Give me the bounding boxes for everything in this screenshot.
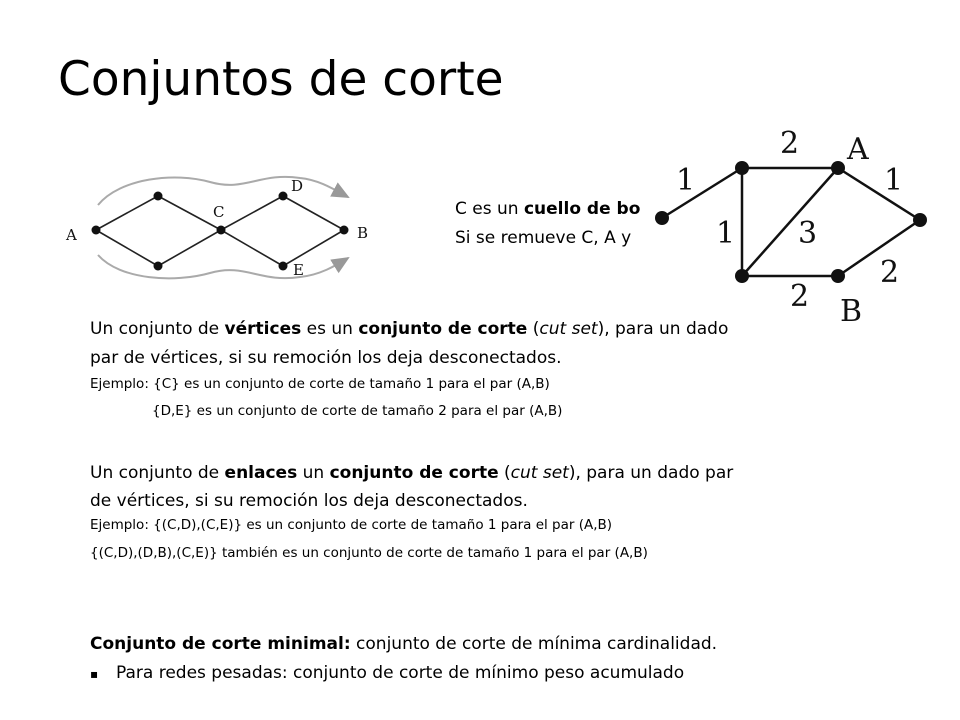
node-b <box>340 226 349 235</box>
node-top <box>154 192 163 201</box>
node-e <box>279 262 288 271</box>
node-right <box>913 213 927 227</box>
edge-top-c <box>158 196 221 230</box>
weight-left: 1 <box>676 163 696 198</box>
slide-title: Conjuntos de corte <box>58 52 504 107</box>
edge-definition-line-1: Un conjunto de enlaces un conjunto de corte (cut set), para un dado par <box>90 463 734 483</box>
vertex-example-2: {D,E} es un conjunto de corte de tamaño 2 para el par (A,B) <box>152 403 563 419</box>
weight-top: 2 <box>780 126 800 161</box>
flow-arrow-bottom <box>98 255 348 278</box>
edge-example-1: Ejemplo: {(C,D),(C,E)} es un conjunto de corte de tamaño 1 para el par (A,B) <box>90 517 613 533</box>
weight-right-bottom: 2 <box>880 255 900 290</box>
edge-c-e <box>221 230 283 266</box>
node-left <box>655 211 669 225</box>
node-a <box>831 161 845 175</box>
weight-bottom: 2 <box>790 279 810 314</box>
bottleneck-line-2: Si se remueve C, A y <box>455 228 632 248</box>
weight-diagonal: 3 <box>798 216 818 251</box>
node-bottom-left <box>735 269 749 283</box>
flow-arrow-top <box>98 177 348 205</box>
vertex-definition-line-2: par de vértices, si su remoción los deja desconectados. <box>90 348 562 368</box>
label-a: A <box>66 226 77 244</box>
vertex-definition-line-1: Un conjunto de vértices es un conjunto de corte (cut set), para un dado <box>90 319 729 339</box>
weight-middle-vertical: 1 <box>716 216 736 251</box>
bottleneck-line-1: C es un cuello de bo <box>455 199 641 219</box>
label-b: B <box>840 294 863 329</box>
edge-d-b <box>283 196 344 230</box>
minimal-bullet-item: ▪ Para redes pesadas: conjunto de corte de mínimo peso acumulado <box>90 660 684 687</box>
node-a <box>92 226 101 235</box>
edge-bottom-c <box>158 230 221 266</box>
label-e: E <box>293 261 304 279</box>
label-d: D <box>291 177 304 195</box>
edge-a-top <box>96 196 158 230</box>
node-c <box>217 226 226 235</box>
node-bottom <box>154 262 163 271</box>
edge-c-d <box>221 196 283 230</box>
right-graph <box>640 120 940 330</box>
node-b <box>831 269 845 283</box>
edge-definition-line-2: de vértices, si su remoción los deja desconectados. <box>90 491 528 511</box>
edge-example-2: {(C,D),(D,B),(C,E)} también es un conjunto de corte de tamaño 1 para el par (A,B) <box>90 545 648 561</box>
label-a: A <box>847 132 869 167</box>
node-top-left <box>735 161 749 175</box>
left-graph <box>60 168 380 288</box>
weight-right-top: 1 <box>884 163 904 198</box>
label-b: B <box>357 224 369 242</box>
vertex-example-1: Ejemplo: {C} es un conjunto de corte de tamaño 1 para el par (A,B) <box>90 376 550 392</box>
bullet-square-icon: ▪ <box>90 667 99 681</box>
node-d <box>279 192 288 201</box>
minimal-definition: Conjunto de corte minimal: conjunto de corte de mínima cardinalidad. <box>90 634 718 654</box>
label-c: C <box>213 203 225 221</box>
